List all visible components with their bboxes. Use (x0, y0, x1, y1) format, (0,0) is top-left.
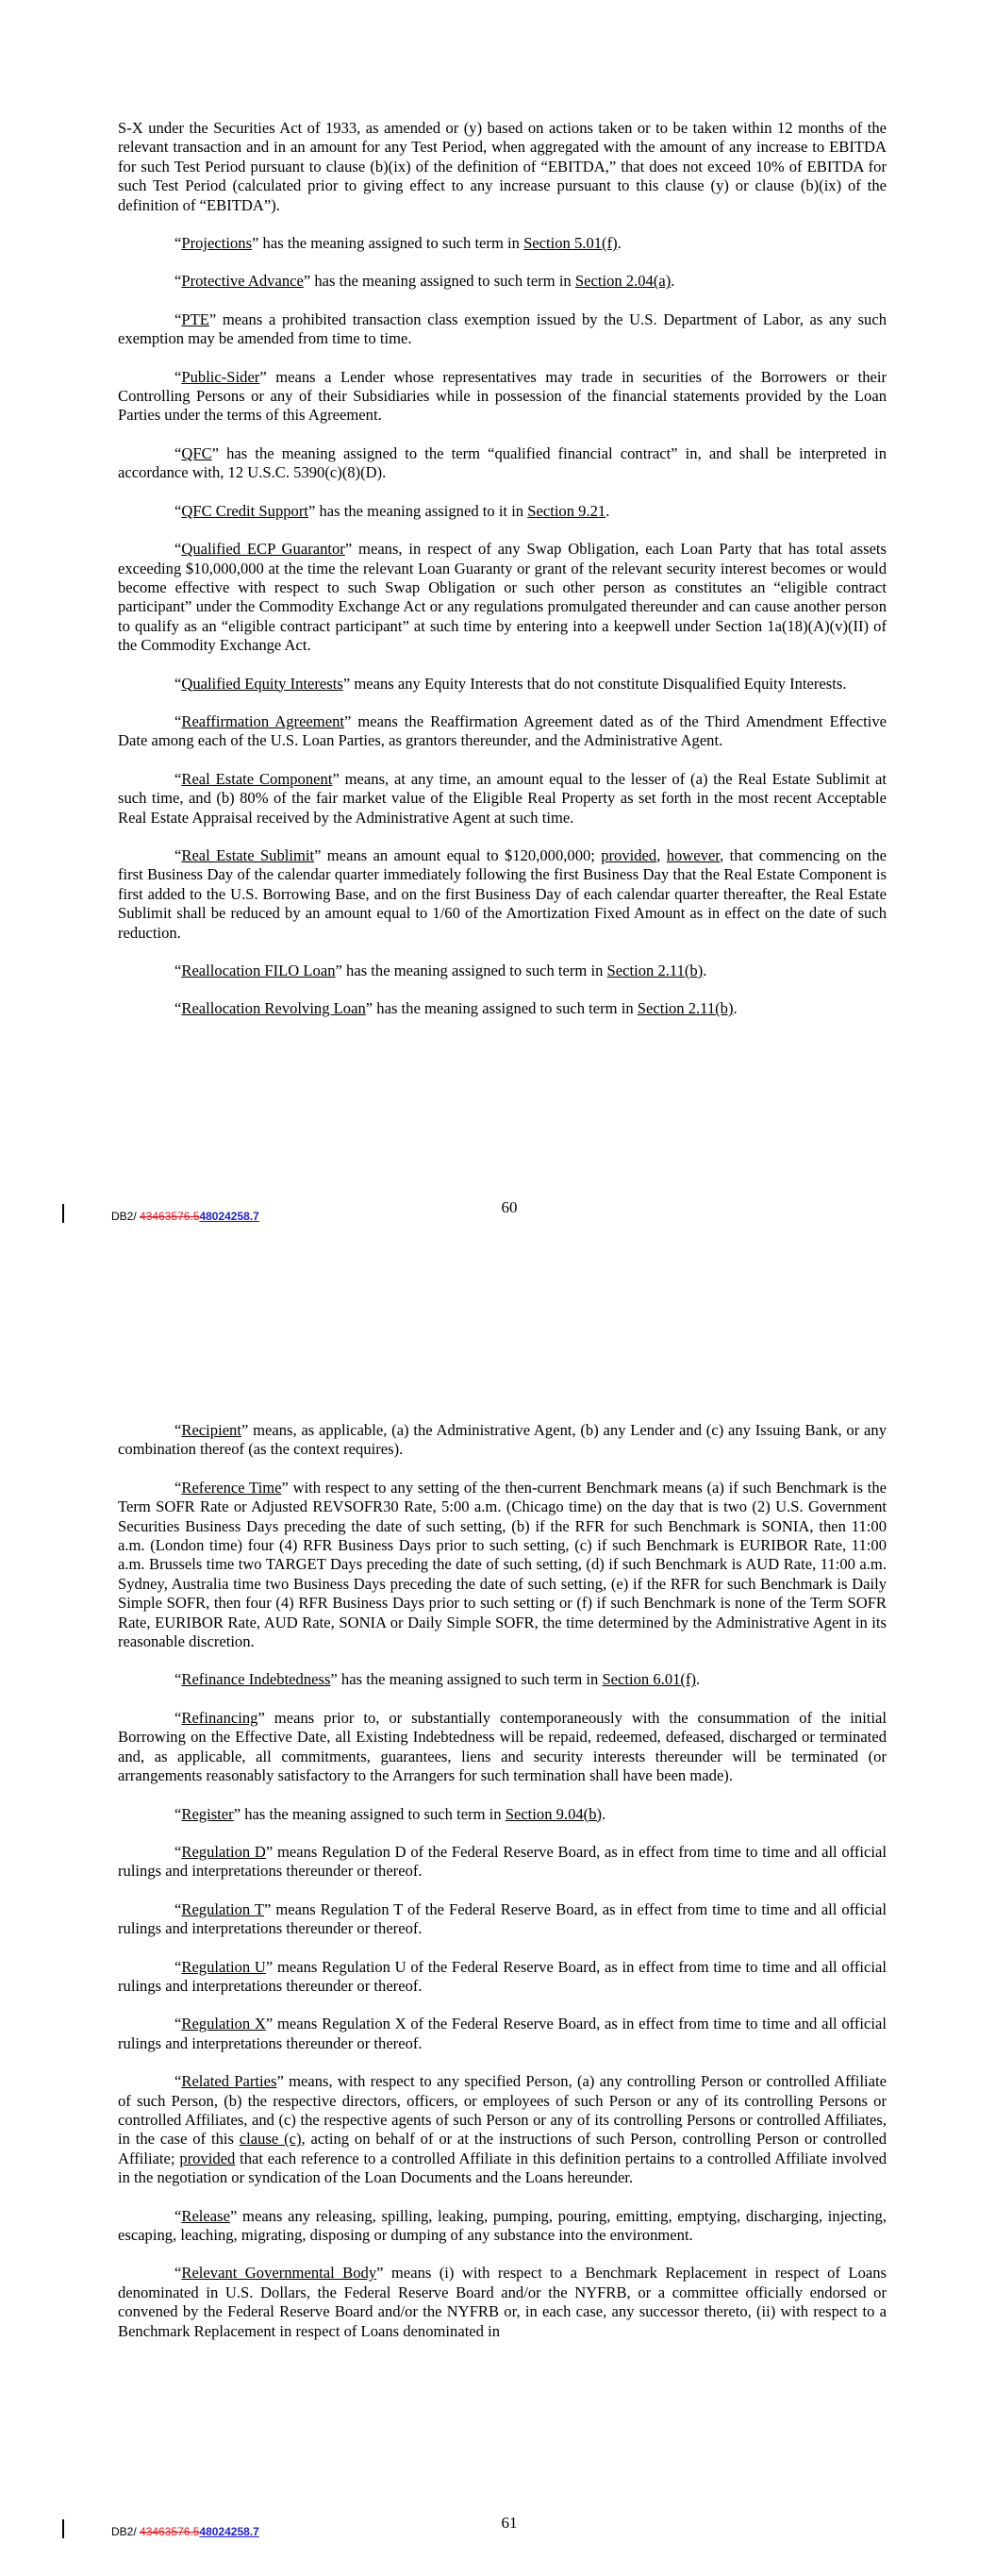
definition-real-estate-component: “Real Estate Component” means, at any time, an amount equal to the lesser of (a) the Real Estate Sublimit at such time, and (b) 80% of the fair market value of the Eligible Real Property as set forth in the most recent Acceptable Real Estate Appraisal received by the Administrative Agent at such time. (118, 769, 887, 827)
deleted-doc-id: 43463576.5 (140, 1210, 200, 1223)
definition-qualified-ecp-guarantor: “Qualified ECP Guarantor” means, in respect of any Swap Obligation, each Loan Party that has total assets exceeding $10,000,000 at the time the relevant Loan Guaranty or grant of the relevant security interest becomes or would become effective with respect to such Swap Obligation or such other person as constitutes an “eligible contract participant” under the Commodity Exchange Act or any regulations promulgated thereunder and can cause another person to qualify as an “eligible contract participant” at such time by entering into a keepwell under Section 1a(18)(A)(v)(II) of the Commodity Exchange Act. (118, 540, 887, 655)
definition-refinance-indebtedness: “Refinance Indebtedness” has the meaning assigned to such term in Section 6.01(f). (174, 1670, 701, 1689)
term: QFC Credit Support (181, 501, 308, 520)
section-reference: Section 6.01(f) (602, 1670, 696, 1689)
definition-regulation-d: “Regulation D” means Regulation D of the Federal Reserve Board, as in effect from time to time and all official rulings and interpretations thereunder or thereof. (118, 1842, 887, 1881)
deleted-doc-id: 43463576.5 (140, 2525, 200, 2538)
term: Recipient (181, 1421, 241, 1439)
however-keyword: however (666, 845, 721, 864)
document-id: DB2/ 43463576.548024258.7 (111, 1210, 259, 1223)
section-reference: Section 9.21 (527, 501, 606, 520)
definition-release: “Release” means any releasing, spilling, leaking, pumping, pouring, emitting, emptying, discharging, injecting, escaping, leaching, migrating, disposing or dumping of any substance into the environment. (118, 2206, 887, 2244)
clause-reference: clause (c) (239, 2130, 302, 2149)
page-60-body (118, 119, 887, 1038)
term: Related Parties (181, 2072, 277, 2091)
change-bar (62, 2519, 64, 2538)
definition-reallocation-filo-loan: “Reallocation FILO Loan” has the meaning assigned to such term in Section 2.11(b). (174, 962, 707, 979)
term: Reaffirmation Agreement (181, 711, 344, 730)
term: PTE (181, 309, 209, 328)
term: QFC (181, 443, 212, 462)
definition-real-estate-sublimit: “Real Estate Sublimit” means an amount equal to $120,000,000; provided, however, that commencing on the first Business Day of the calendar quarter immediately following the first Business Day that the Real Estate Component is first added to the U.S. Borrowing Base, and on the first Business Day of each calendar quarter thereafter, the Real Estate Sublimit shall be reduced by an amount equal to 1/60 of the Amortization Fixed Amount as in effect on the date of such reduction. (118, 845, 887, 942)
section-reference: Section 2.11(b) (637, 999, 734, 1018)
definition-qualified-equity-interests: “Qualified Equity Interests” means any Equity Interests that do not constitute Disqualified Equity Interests. (174, 674, 847, 693)
definition-qfc-credit-support: “QFC Credit Support” has the meaning assigned to it in Section 9.21. (174, 501, 610, 520)
definition-relevant-governmental-body: “Relevant Governmental Body” means (i) with respect to a Benchmark Replacement in respect of Loans denominated in U.S. Dollars, the Federal Reserve Board and/or the NYFRB, or a committee officially endorsed or convened by the Federal Reserve Board and/or the NYFRB or, in each case, any successor thereto, (ii) with respect to a Benchmark Replacement in respect of Loans denominated in (118, 2264, 887, 2340)
term: Regulation U (181, 1957, 266, 1976)
definition-reaffirmation-agreement: “Reaffirmation Agreement” means the Reaffirmation Agreement dated as of the Third Amendment Effective Date among each of the U.S. Loan Parties, as grantors thereunder, and the Administrative Agent. (118, 711, 887, 750)
term: Relevant Governmental Body (181, 2264, 377, 2283)
term: Refinance Indebtedness (181, 1670, 331, 1689)
term: Regulation T (181, 1899, 264, 1918)
term: Refinancing (181, 1708, 258, 1727)
change-bar (62, 1204, 64, 1223)
definition-regulation-x: “Regulation X” means Regulation X of the Federal Reserve Board, as in effect from time to time and all official rulings and interpretations thereunder or thereof. (118, 2015, 887, 2052)
definition-reallocation-revolving-loan: “Reallocation Revolving Loan” has the meaning assigned to such term in Section 2.11(b). (174, 999, 738, 1018)
definition-refinancing: “Refinancing” means prior to, or substantially contemporaneously with the consummation of the initial Borrowing on the Effective Date, all Existing Indebtedness will be repaid, redeemed, defeased, discharged or terminated and, as applicable, all commitments, guarantees, liens and security interests thereunder will be terminated (or arrangements reasonably satisfactory to the Arrangers for such termination shall have been made). (118, 1708, 887, 1785)
definition-recipient: “Recipient” means, as applicable, (a) the Administrative Agent, (b) any Lender and (c) any Issuing Bank, or any combination thereof (as the context requires). (118, 1421, 887, 1459)
definition-public-sider: “Public-Sider” means a Lender whose representatives may trade in securities of the Borrowers or their Controlling Persons or any of their Subsidiaries while in possession of the financial statements provided by the Loan Parties under the terms of this Agreement. (118, 367, 887, 425)
definition-register: “Register” has the meaning assigned to such term in Section 9.04(b). (174, 1804, 606, 1823)
page-61 (0, 1378, 995, 2576)
document-id: DB2/ 43463576.548024258.7 (111, 2525, 259, 2538)
page-gap (0, 1246, 995, 1378)
section-reference: Section 2.11(b) (606, 962, 704, 979)
definition-regulation-t: “Regulation T” means Regulation T of the Federal Reserve Board, as in effect from time to time and all official rulings and interpretations thereunder or thereof. (118, 1899, 887, 1938)
page-60 (0, 0, 995, 1246)
definition-qfc: “QFC” has the meaning assigned to the term “qualified financial contract” in, and shall be interpreted in accordance with, 12 U.S.C. 5390(c)(8)(D). (118, 443, 887, 482)
page-61-footer (0, 2512, 995, 2540)
definition-pte: “PTE” means a prohibited transaction class exemption issued by the U.S. Department of Labor, as any such exemption may be amended from time to time. (118, 309, 887, 348)
term: Real Estate Component (181, 769, 333, 788)
term: Protective Advance (181, 272, 304, 291)
term: Reallocation FILO Loan (181, 962, 336, 979)
term: Real Estate Sublimit (181, 845, 315, 864)
definition-reference-time: “Reference Time” with respect to any setting of the then-current Benchmark means (a) if such Benchmark is the Term SOFR Rate or Adjusted REVSOFR30 Rate, 5:00 a.m. (Chicago time) on the day that is two (2) U.S. Government Securities Business Days preceding the date of such setting, (b) if the RFR for such Benchmark is SONIA, then 11:00 a.m. (London time) four (4) RFR Business Days prior to such setting, (c) if such Benchmark is EURIBOR Rate, 11:00 a.m. Brussels time two TARGET Days preceding the date of such setting, (d) if such Benchmark is AUD Rate, 11:00 a.m. Sydney, Australia time two Business Days preceding the date of such setting, (e) if the RFR for such Benchmark is Daily Simple SOFR, then four (4) RFR Business Days prior to such setting or (f) if such Benchmark is none of the Term SOFR Rate, EURIBOR Rate, AUD Rate, SONIA or Daily Simple SOFR, the time determined by the Administrative Agent in its reasonable discretion. (118, 1478, 887, 1651)
section-reference: Section 9.04(b) (505, 1804, 603, 1823)
provided-keyword: provided (601, 845, 657, 864)
term: Reference Time (181, 1478, 282, 1497)
inserted-doc-id: 48024258.7 (199, 1210, 259, 1223)
page-61-body (118, 1421, 887, 2360)
section-reference: Section 2.04(a) (574, 272, 672, 291)
definition-projections: “Projections” has the meaning assigned to such term in Section 5.01(f). (174, 234, 622, 253)
page-60-footer (0, 1196, 995, 1225)
page-number: 60 (501, 1198, 518, 1216)
continuation-paragraph: S-X under the Securities Act of 1933, as amended or (y) based on actions taken or to be taken within 12 months of the relevant transaction and in an amount for any Test Period, when aggregated with the amount of any increase to EBITDA for such Test Period pursuant to clause (b)(ix) of the definition of “EBITDA,” that does not exceed 10% of EBITDA for such Test Period (calculated prior to giving effect to any increase pursuant to this clause (y) or clause (b)(ix) of the definition of “EBITDA”). (118, 119, 887, 214)
definition-regulation-u: “Regulation U” means Regulation U of the Federal Reserve Board, as in effect from time to time and all official rulings and interpretations thereunder or thereof. (118, 1957, 887, 1995)
term: Regulation X (181, 2015, 266, 2033)
term: Register (181, 1804, 234, 1823)
provided-keyword: provided (179, 2149, 236, 2167)
definition-related-parties: “Related Parties” means, with respect to any specified Person, (a) any controlling Person or controlled Affiliate of such Person, (b) the respective directors, officers, or employees of such Person or any of its controlling Persons or controlled Affiliates, and (c) the respective agents of such Person or any of its controlling Persons or controlled Affiliates, in the case of this clause (c), acting on behalf of or at the instructions of such Person, controlling Person or controlled Affiliate; provided that each reference to a controlled Affiliate in this definition pertains to a controlled Affiliate involved in the negotiation or syndication of the Loan Documents and the Loans hereunder. (118, 2072, 887, 2187)
term: Public-Sider (181, 367, 260, 386)
term: Regulation D (181, 1842, 266, 1861)
definition-protective-advance: “Protective Advance” has the meaning assigned to such term in Section 2.04(a). (174, 272, 675, 291)
term: Release (181, 2206, 230, 2225)
term: Qualified ECP Guarantor (181, 540, 345, 559)
inserted-doc-id: 48024258.7 (199, 2525, 259, 2538)
term: Reallocation Revolving Loan (181, 999, 366, 1018)
term: Projections (181, 234, 253, 253)
section-reference: Section 5.01(f) (523, 234, 618, 253)
page-number: 61 (501, 2514, 518, 2532)
term: Qualified Equity Interests (181, 674, 343, 693)
